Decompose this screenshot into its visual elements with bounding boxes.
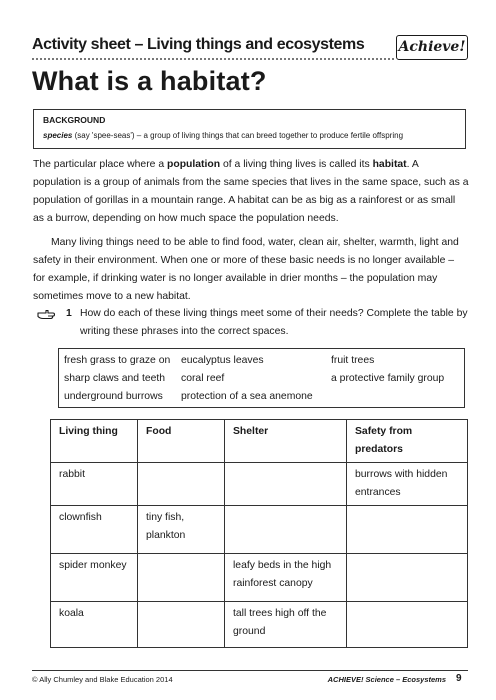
table-row (51, 463, 468, 506)
needs-table (50, 419, 467, 648)
table-cell: burrows with hidden entrances (347, 463, 468, 506)
phrase-item: coral reef (181, 373, 225, 384)
achieve-badge: Achieve! (396, 35, 468, 60)
phrase-item: sharp claws and teeth (64, 373, 166, 384)
table-row (51, 554, 468, 602)
footer-rule (32, 670, 468, 671)
table-cell: rabbit (51, 463, 138, 506)
table-cell (347, 554, 468, 602)
intro-text-1: The particular place where a (33, 159, 167, 170)
phrase-item: fresh grass to graze on (64, 355, 171, 366)
header-dotted-rule (32, 58, 394, 60)
table-cell (347, 602, 468, 648)
intro-text-3: . A population is a group of animals from the same species that lives in the same space, such as a population of gorillas in a mountain range. A habitat can be as big as a rainforest or as small as a burrow, depending on how much space the population needs. (33, 159, 469, 224)
table-cell (225, 506, 347, 554)
background-box (33, 109, 466, 149)
table-cell (347, 506, 468, 554)
table-row (51, 506, 468, 554)
intro-text-2: of a living thing lives is called its (220, 159, 373, 170)
table-cell: tiny fish, plankton (138, 506, 225, 554)
task-instructions: How do each of these living things meet some of their needs? Complete the table by writing these phrases into the correct spaces. (80, 308, 468, 337)
table-cell: koala (51, 602, 138, 648)
table-cell (138, 463, 225, 506)
page-title: What is a habitat? (32, 66, 267, 96)
table-cell (225, 463, 347, 506)
table-cell (138, 554, 225, 602)
species-definition (43, 130, 456, 142)
background-label: BACKGROUND (43, 115, 106, 125)
phrase-item: a protective family group (331, 373, 445, 384)
column-header: Living thing (51, 420, 138, 463)
footer-series: ACHIEVE! Science – Ecosystems (327, 675, 446, 684)
page-number: 9 (456, 673, 462, 684)
phrase-item: eucalyptus leaves (181, 355, 264, 366)
needs-text: Many living things need to be able to find food, water, clean air, shelter, warmth, light and safety in their environment. When one or more of these basic needs is no longer available – for example, if drinking water is no longer available in drier months – the population may sometimes move to a new habitat. (33, 237, 459, 302)
intro-paragraph (33, 156, 469, 228)
column-header: Food (138, 420, 225, 463)
phrase-box (58, 348, 465, 408)
needs-paragraph (33, 234, 469, 306)
task-number: 1 (66, 308, 72, 319)
table-row (51, 602, 468, 648)
table-cell: spider monkey (51, 554, 138, 602)
term-habitat: habitat (372, 159, 407, 170)
phrase-item: fruit trees (331, 355, 375, 366)
table-cell: leafy beds in the high rainforest canopy (225, 554, 347, 602)
term-population: population (167, 159, 221, 170)
column-header: Safety from predators (347, 420, 468, 463)
definition-text: (say 'spee-seas') – a group of living things that can breed together to produce fertile offspring (72, 131, 404, 140)
section-title: Activity sheet – Living things and ecosystems (32, 36, 365, 53)
definition-term: species (43, 131, 73, 140)
phrase-item: underground burrows (64, 391, 163, 402)
phrase-item: protection of a sea anemone (181, 391, 313, 402)
footer-copyright: © Ally Chumley and Blake Education 2014 (32, 675, 173, 684)
table-cell: clownfish (51, 506, 138, 554)
pointing-hand-icon (37, 308, 55, 320)
table-header-row (51, 420, 468, 463)
table-cell: tall trees high off the ground (225, 602, 347, 648)
column-header: Shelter (225, 420, 347, 463)
table-cell (138, 602, 225, 648)
